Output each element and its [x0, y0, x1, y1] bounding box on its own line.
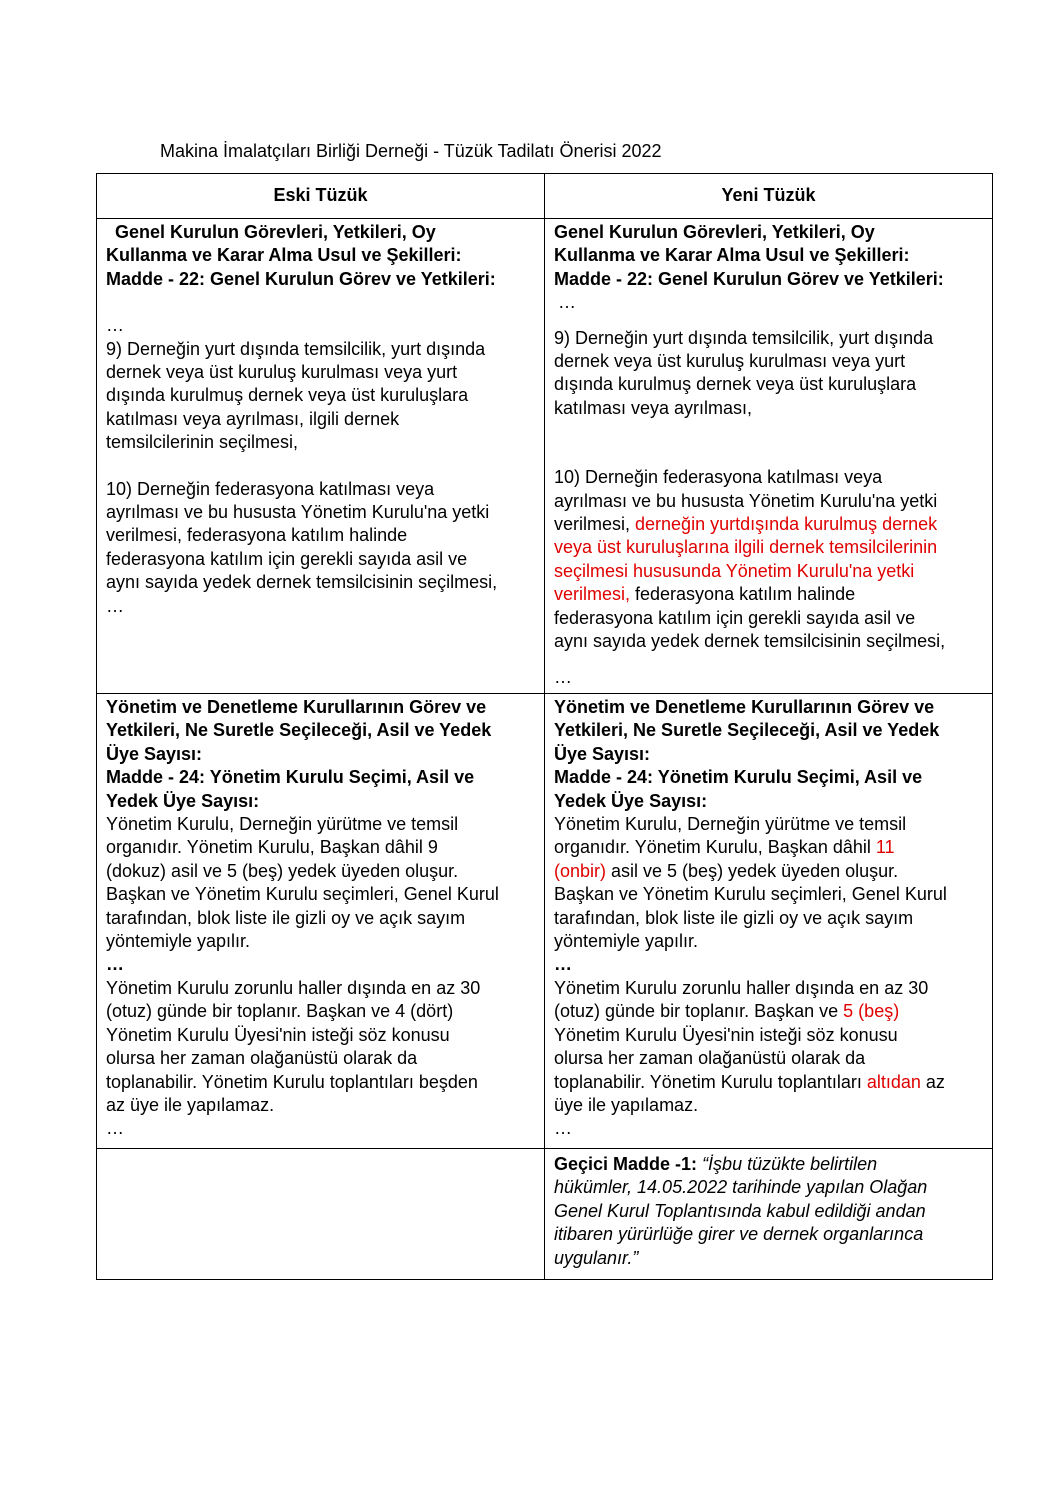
- old-a22-item-9: 9) Derneğin yurt dışında temsilcilik, yurt dışında dernek veya üst kuruluş kurulması veya yurt dışında kurulmuş dernek veya üst kuruluşlara katılması veya ayrılması, ilgili dernek temsilcilerinin seçilmesi,: [106, 338, 486, 453]
- header-new-statute: Yeni Tüzük: [545, 174, 993, 219]
- old-a22-heading-3: Madde - 22: Genel Kurulun Görev ve Yetkileri:: [106, 268, 496, 289]
- amended-text: 5 (beş): [843, 1001, 900, 1022]
- amended-text: 11: [875, 837, 895, 858]
- amended-text: altıdan: [866, 1071, 921, 1092]
- old-a22-item-10: 10) Derneğin federasyona katılması veya ayrılması ve bu hususta Yönetim Kurulu'na yetki verilmesi, federasyona katılım halinde federasyona katılım için gerekli sayıda asil ve aynı sayıda yedek dernek temsilcisinin seçilmesi,: [106, 478, 498, 593]
- new-a22-item-10: 10) Derneğin federasyona katılması veya ayrılması ve bu hususta Yönetim Kurulu'na yetki verilmesi, derneğin yurtdışında kurulmuş dernek veya üst kuruluşlarına ilgili dernek temsilcilerinin seçilmesi hususunda Yönetim Kurulu'na yetki verilmesi, federasyona katılım halinde federasyona katılım için gerekli sayıda asil ve aynı sayıda yedek dernek temsilcisinin seçilmesi,: [554, 466, 984, 653]
- old-a22-heading-1: Genel Kurulun Görevleri, Yetkileri, Oy: [115, 222, 436, 242]
- amended-text: (onbir): [554, 860, 607, 881]
- amended-text: derneğin yurtdışında kurulmuş dernek: [635, 514, 938, 535]
- new-a24-heading: Yönetim ve Denetleme Kurullarının Görev ve Yetkileri, Ne Suretle Seçileceği, Asil ve Yedek Üye Sayısı: Madde - 24: Yönetim Kurulu Seçimi, Asil ve Yedek Üye Sayısı:: [554, 697, 940, 811]
- document-title: Makina İmalatçıları Birliği Derneği - Tüzük Tadilatı Önerisi 2022: [160, 141, 662, 161]
- new-a24-ellipsis-2: …: [554, 1118, 572, 1139]
- old-a24-paragraph-1: Yönetim Kurulu, Derneğin yürütme ve temsil organıdır. Yönetim Kurulu, Başkan dâhil 9 (dokuz) asil ve 5 (beş) yedek üyeden oluşur. Başkan ve Yönetim Kurulu seçimleri, Genel Kurul tarafından, blok liste ile gizli oy ve açık sayım yöntemiyle yapılır.: [106, 814, 499, 952]
- old-article-22-cell: [97, 219, 545, 694]
- amended-text: seçilmesi hususunda Yönetim Kurulu'na yetki: [554, 560, 915, 581]
- new-a22-heading-3: Madde - 22: Genel Kurulun Görev ve Yetkileri:: [554, 268, 944, 289]
- new-a22-heading-2: Kullanma ve Karar Alma Usul ve Şekilleri:: [554, 245, 910, 266]
- header-old-statute: Eski Tüzük: [97, 174, 545, 219]
- new-a22-ellipsis-2: …: [554, 666, 572, 687]
- old-a22-ellipsis-2: …: [106, 595, 124, 616]
- old-a22-heading-2: Kullanma ve Karar Alma Usul ve Şekilleri:: [106, 245, 462, 266]
- old-a22-ellipsis-1: …: [106, 315, 124, 336]
- new-a24-ellipsis-1: …: [554, 954, 572, 975]
- new-transitional-article-cell: [545, 1149, 993, 1280]
- new-a24-paragraph-1: Yönetim Kurulu, Derneğin yürütme ve temsil organıdır. Yönetim Kurulu, Başkan dâhil 11 (onbir) asil ve 5 (beş) yedek üyeden oluşur. Başkan ve Yönetim Kurulu seçimleri, Genel Kurul tarafından, blok liste ile gizli oy ve açık sayım yöntemiyle yapılır.: [554, 814, 947, 952]
- old-a24-heading: Yönetim ve Denetleme Kurullarının Görev ve Yetkileri, Ne Suretle Seçileceği, Asil ve Yedek Üye Sayısı: Madde - 24: Yönetim Kurulu Seçimi, Asil ve Yedek Üye Sayısı:: [106, 697, 492, 811]
- amended-text: veya üst kuruluşlarına ilgili dernek temsilcilerinin: [554, 537, 938, 558]
- new-article-24-cell: [545, 694, 993, 1149]
- new-a22-ellipsis-1: …: [558, 292, 576, 313]
- old-article-24-cell: [97, 694, 545, 1149]
- old-transitional-cell-empty: [97, 1149, 545, 1280]
- amended-text: verilmesi,: [554, 584, 631, 605]
- old-a24-paragraph-2: Yönetim Kurulu zorunlu haller dışında en az 30 (otuz) günde bir toplanır. Başkan ve 4 (dört) Yönetim Kurulu Üyesi'nin isteği söz konusu olursa her zaman olağanüstü olarak da toplanabilir. Yönetim Kurulu toplantıları beşden az üye ile yapılamaz.: [106, 977, 481, 1115]
- new-a22-item-9: 9) Derneğin yurt dışında temsilcilik, yurt dışında dernek veya üst kuruluş kurulması veya yurt dışında kurulmuş dernek veya üst kuruluşlara katılması veya ayrılması,: [554, 327, 934, 418]
- old-a24-ellipsis-1: …: [106, 954, 124, 975]
- transitional-label: Geçici Madde -1:: [554, 1154, 698, 1174]
- old-a24-ellipsis-2: …: [106, 1118, 124, 1139]
- new-article-22-cell: [545, 219, 993, 694]
- new-a22-heading-1: Genel Kurulun Görevleri, Yetkileri, Oy: [554, 222, 875, 242]
- transitional-article: Geçici Madde -1: “İşbu tüzükte belirtilen hükümler, 14.05.2022 tarihinde yapılan Olağan Genel Kurul Toplantısında kabul edildiği andan itibaren yürürlüğe girer ve dernek organlarınca uygulanır.”: [554, 1154, 928, 1268]
- new-a24-paragraph-2: Yönetim Kurulu zorunlu haller dışında en az 30 (otuz) günde bir toplanır. Başkan ve 5 (beş) Yönetim Kurulu Üyesi'nin isteği söz konusu olursa her zaman olağanüstü olarak da toplanabilir. Yönetim Kurulu toplantıları altıdan az üye ile yapılamaz.: [554, 977, 945, 1115]
- comparison-table: [96, 173, 993, 1280]
